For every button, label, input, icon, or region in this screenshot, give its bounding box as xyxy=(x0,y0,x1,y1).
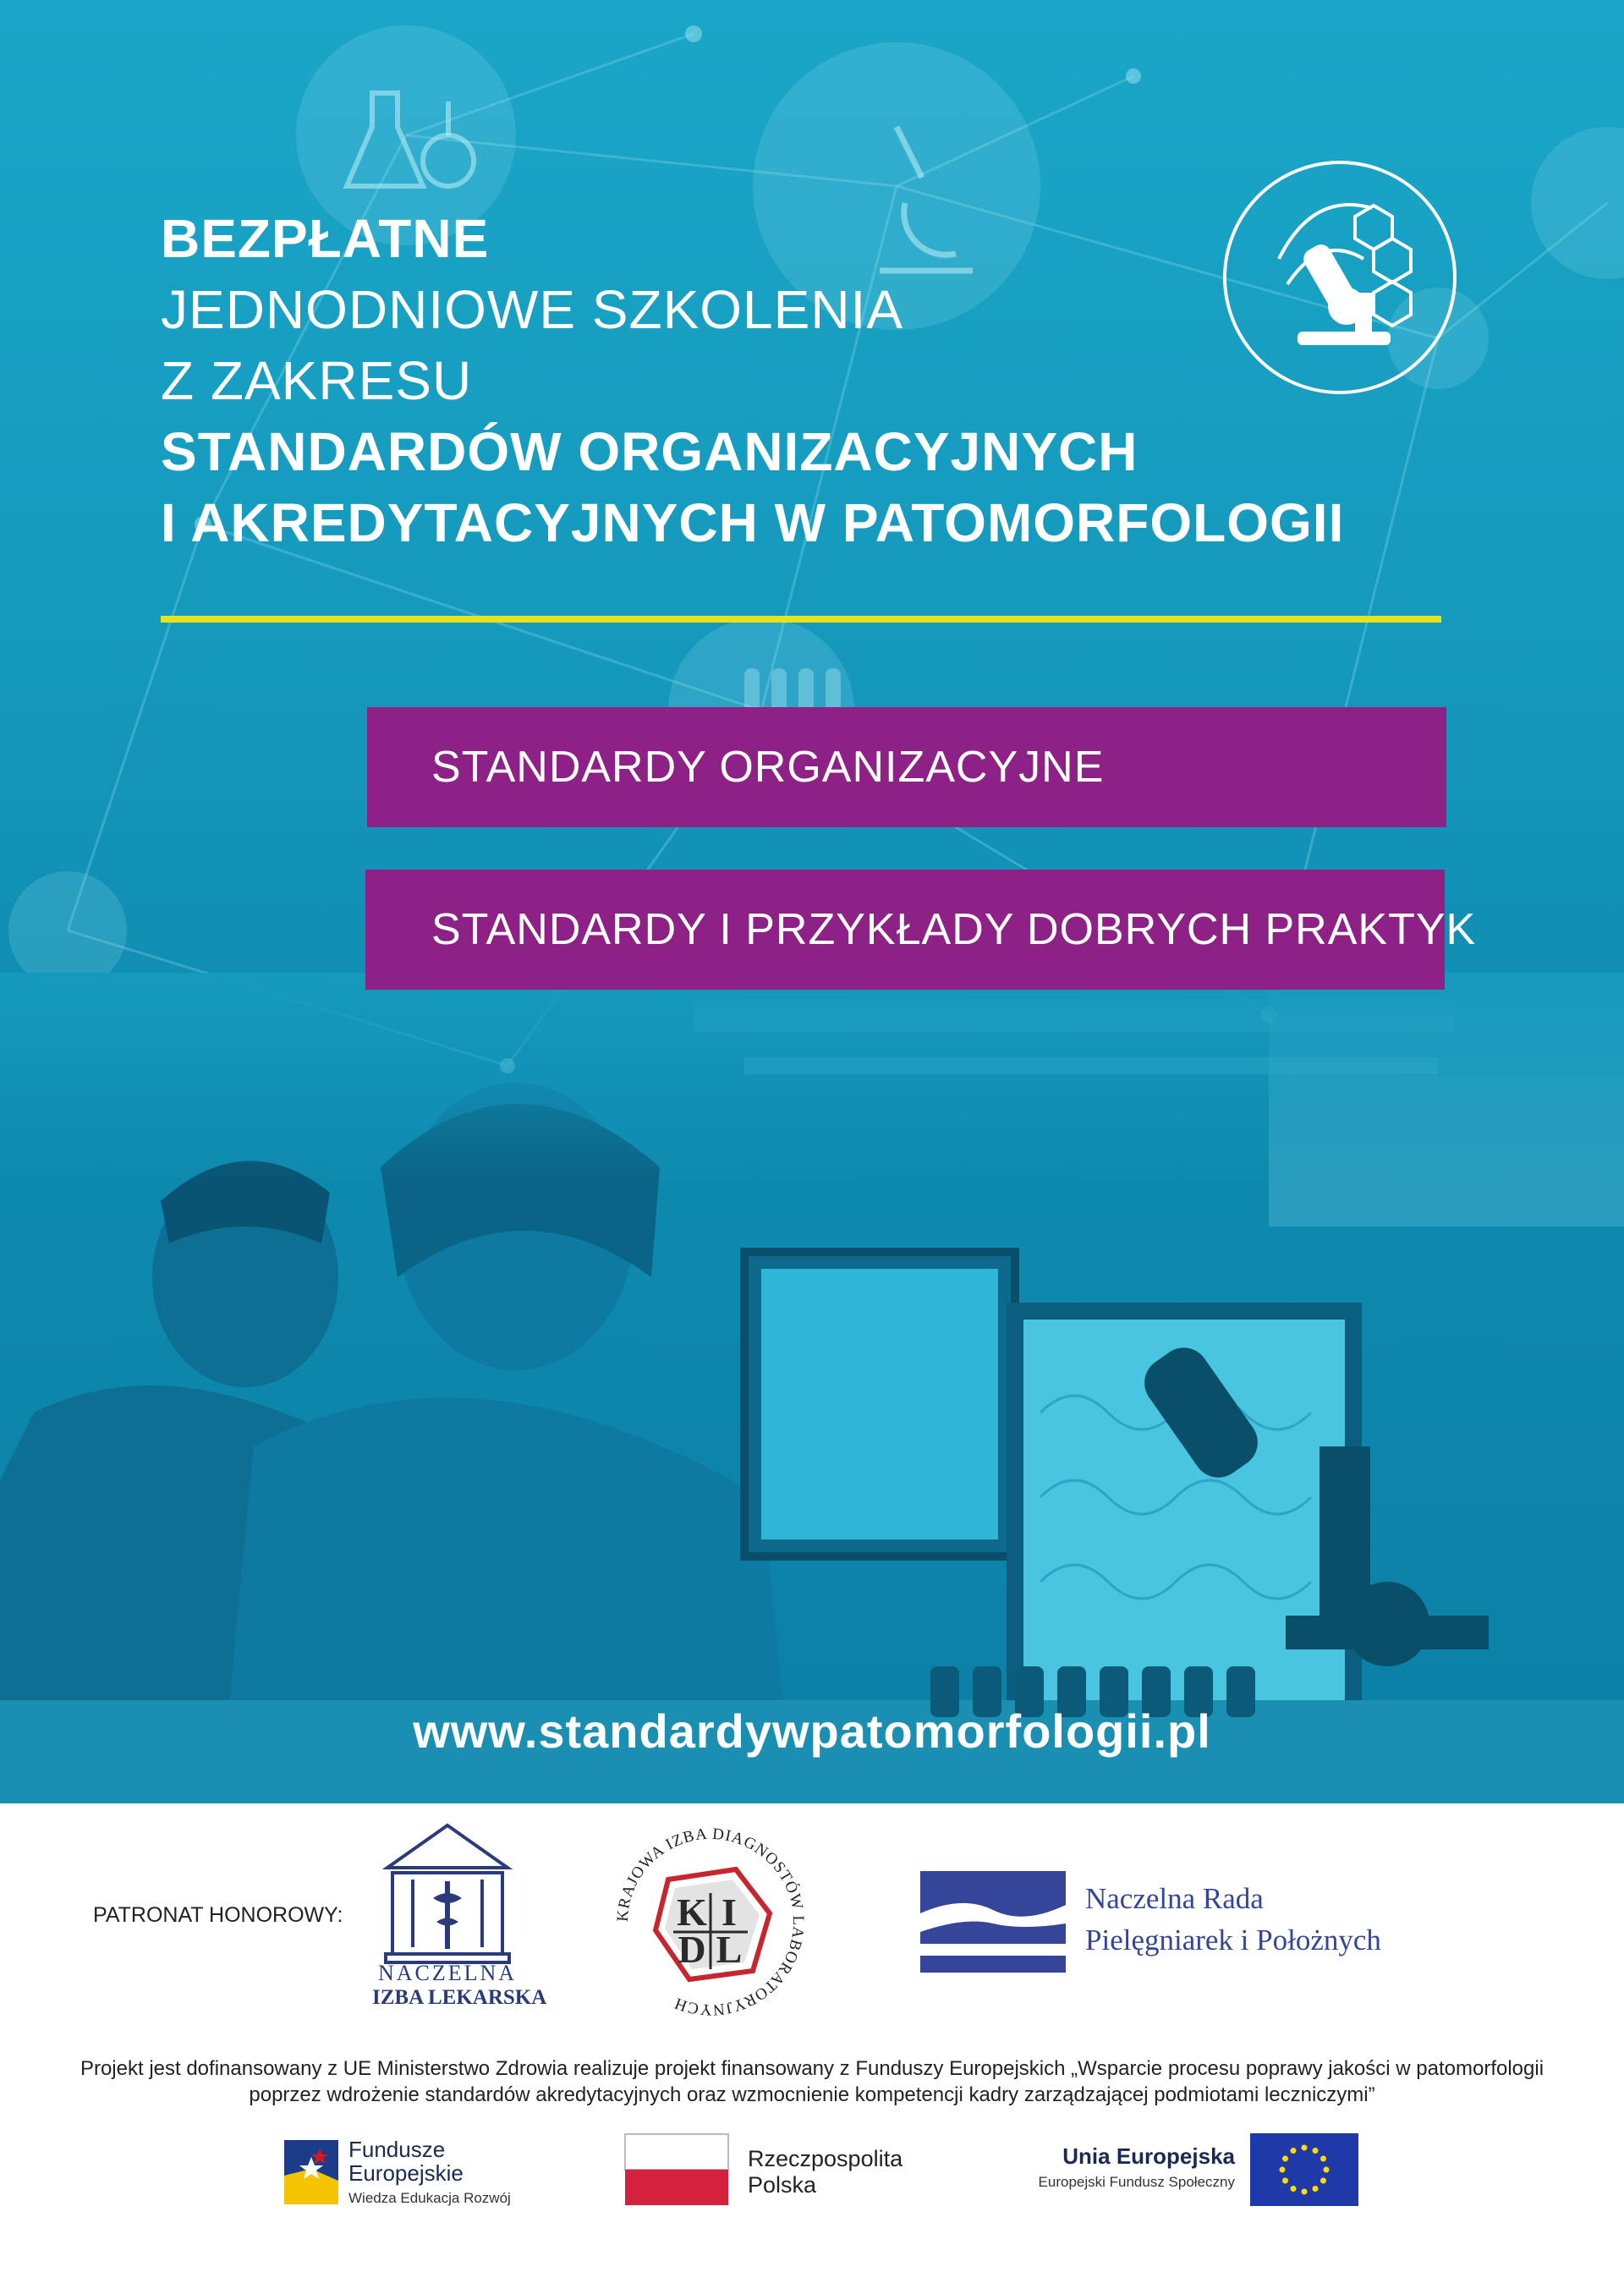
headline xyxy=(161,203,1344,558)
eu-fund-name: Europejski Fundusz Społeczny xyxy=(1038,2174,1235,2190)
headline-line-one-day-trainings: JEDNODNIOWE SZKOLENIA xyxy=(161,279,903,340)
nil-name-line2: IZBA LEKARSKA xyxy=(372,1986,547,2009)
headline-line-standards: STANDARDÓW ORGANIZACYJNYCH xyxy=(161,421,1138,482)
rp-name-line1: Rzeczpospolita xyxy=(748,2146,903,2171)
website-url-link[interactable]: www.standardywpatomorfologii.pl xyxy=(413,1704,1211,1758)
fe-name-line2: Europejskie xyxy=(348,2160,464,2186)
kidl-letter-d: D xyxy=(678,1928,706,1971)
tag-organizational-standards: STANDARDY ORGANIZACYJNE xyxy=(367,707,1446,827)
tag-good-practices: STANDARDY I PRZYKŁADY DOBRYCH PRAKTYK xyxy=(365,870,1445,990)
project-line2: poprzez wdrożenie standardów akredytacyjnych oraz wzmocnienie kompetencji kadry zarządzającej podmiotami leczniczymi” xyxy=(249,2083,1375,2106)
nrpip-wave-logo-icon xyxy=(920,1871,1066,1973)
poland-flag-icon xyxy=(624,2133,729,2206)
headline-line-accreditation: I AKREDYTACYJNYCH W PATOMORFOLOGII xyxy=(161,492,1345,553)
fundusze-europejskie-logo-icon xyxy=(281,2132,342,2208)
yellow-divider xyxy=(161,616,1441,623)
project-funding-statement xyxy=(51,2055,1573,2108)
laboratory-photo xyxy=(0,973,1624,1803)
nil-name-line1: NACZELNA xyxy=(377,1961,518,1985)
eu-flag-icon xyxy=(1250,2133,1358,2206)
kidl-letter-l: L xyxy=(716,1928,743,1971)
rp-name-line2: Polska xyxy=(748,2172,817,2198)
nrpip-name-line1: Naczelna Rada xyxy=(1085,1882,1264,1915)
kidl-logo-icon xyxy=(609,1820,812,2023)
eu-name: Unia Europejska xyxy=(1062,2143,1235,2169)
honorary-patronage-label: PATRONAT HONOROWY: xyxy=(93,1903,343,1927)
nrpip-name-line2: Pielęgniarek i Położnych xyxy=(1085,1924,1381,1956)
headline-line-free: BEZPŁATNE xyxy=(161,208,490,269)
kidl-ring-text: KRAJOWA IZBA DIAGNOSTÓW LABORATORYJNYCH xyxy=(613,1825,808,2019)
fe-name-line1: Fundusze xyxy=(348,2137,446,2162)
kidl-letter-i: I xyxy=(721,1891,737,1934)
fe-tagline: Wiedza Edukacja Rozwój xyxy=(348,2190,511,2206)
headline-line-scope: Z ZAKRESU xyxy=(161,350,473,411)
project-line1: Projekt jest dofinansowany z UE Ministerstwo Zdrowia realizuje projekt finansowany z Funduszy Europejskich „Wsparcie procesu poprawy jakości w patomorfologii xyxy=(80,2057,1544,2080)
kidl-letter-k: K xyxy=(677,1891,707,1934)
